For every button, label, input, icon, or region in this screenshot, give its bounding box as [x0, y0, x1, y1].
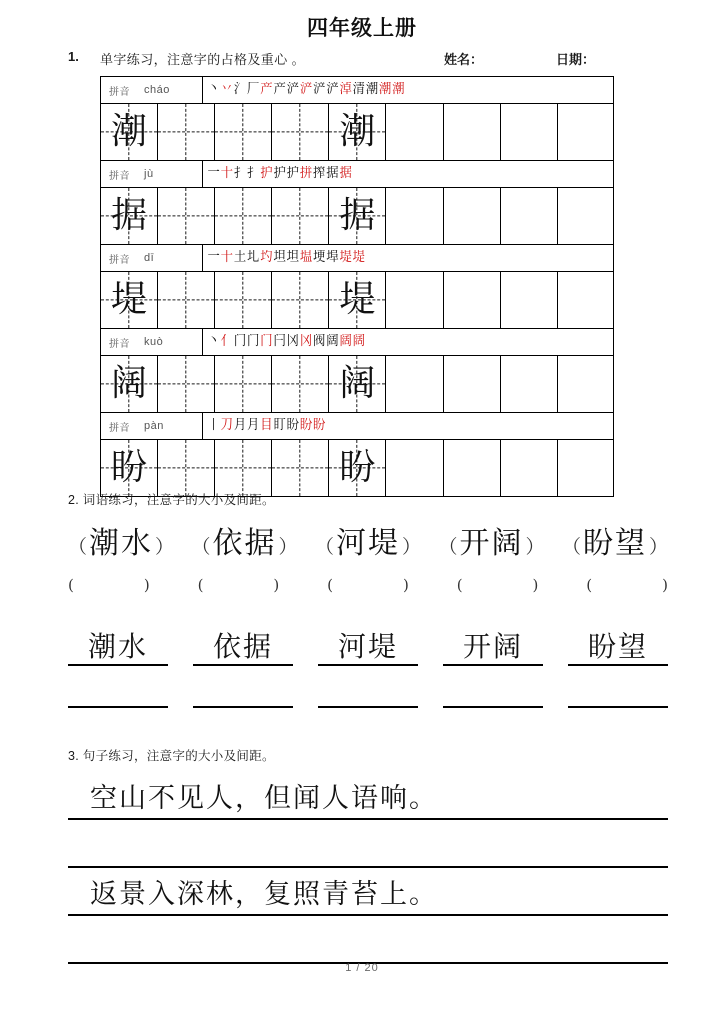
sentence-line — [68, 772, 668, 820]
pinyin-value: pàn — [144, 420, 164, 432]
close-paren: ） — [525, 536, 545, 558]
stroke-step-glyph: 氵 — [233, 81, 247, 96]
stroke-step-glyph: 阔 — [339, 333, 352, 348]
stroke-step-glyph: 一 — [207, 249, 220, 264]
stroke-step-glyph: 潮 — [392, 81, 405, 96]
stroke-step-glyph: 一 — [207, 165, 220, 180]
writing-cell[interactable] — [386, 356, 443, 412]
writing-cell[interactable] — [272, 104, 329, 160]
writing-cell[interactable] — [558, 104, 615, 160]
stroke-step-glyph: 护 — [273, 165, 286, 180]
stroke-step-glyph: 圠 — [247, 249, 260, 264]
stroke-step-glyph: 阔 — [352, 333, 365, 348]
pinyin-stroke-row — [101, 77, 613, 104]
stroke-step-glyph: 圴 — [260, 249, 273, 264]
close-paren: ） — [648, 536, 668, 558]
open-paren: （ — [314, 536, 334, 558]
stroke-step-glyph: 坦 — [273, 249, 286, 264]
writing-cell[interactable] — [329, 188, 386, 244]
close-paren: ） — [155, 536, 175, 558]
writing-grid-row — [101, 104, 613, 160]
stroke-step-glyph: 潮 — [365, 81, 379, 96]
stroke-step-glyph: 丷 — [220, 81, 233, 96]
stroke-step-glyph: 阔 — [326, 333, 339, 348]
stroke-step-glyph: 月 — [233, 417, 247, 432]
pinyin-cell — [101, 245, 203, 271]
writing-cell[interactable] — [329, 440, 386, 496]
stroke-step-glyph: 门 — [260, 333, 273, 348]
word-practice-item: 依据 — [193, 632, 293, 666]
close-paren: ) — [143, 576, 150, 594]
stroke-step-glyph: 护 — [286, 165, 299, 180]
stroke-step-glyph: 浐 — [326, 81, 339, 96]
word-answer-blank[interactable] — [68, 576, 150, 594]
stroke-step-glyph: 门 — [247, 333, 260, 348]
pinyin-value: kuò — [144, 336, 164, 348]
word-answer-blank[interactable] — [457, 576, 539, 594]
model-character: 盼 — [111, 447, 148, 488]
open-paren: ( — [586, 576, 593, 594]
stroke-order-sequence — [207, 334, 365, 351]
stroke-step-glyph: 冈 — [299, 333, 313, 348]
writing-cell[interactable] — [158, 440, 215, 496]
character-practice-block — [101, 413, 613, 496]
word-practice-item: 开阔 — [443, 632, 543, 666]
writing-cell[interactable] — [558, 356, 615, 412]
close-paren: ) — [273, 576, 280, 594]
writing-grid-row — [101, 272, 613, 328]
stroke-step-glyph: 盯 — [273, 417, 286, 432]
stroke-order-sequence — [207, 82, 405, 99]
stroke-step-glyph: 十 — [220, 249, 233, 264]
word-practice-blank-line[interactable] — [68, 704, 168, 708]
page-title: 四年级上册 — [307, 17, 417, 40]
writing-cell[interactable] — [158, 272, 215, 328]
writing-cell[interactable] — [272, 440, 329, 496]
model-character: 盼 — [339, 447, 376, 488]
word-blank-paren-row — [68, 572, 668, 598]
writing-cell[interactable] — [215, 440, 272, 496]
writing-cell[interactable] — [501, 272, 558, 328]
writing-grid-row — [101, 440, 613, 496]
open-paren: （ — [438, 536, 458, 558]
writing-cell[interactable] — [101, 272, 158, 328]
stroke-step-glyph: 据 — [326, 165, 339, 180]
pinyin-cell — [101, 329, 203, 355]
writing-cell[interactable] — [386, 440, 443, 496]
stroke-step-glyph: 阀 — [313, 333, 326, 348]
word-example — [191, 518, 297, 562]
stroke-step-glyph: 埂 — [313, 249, 326, 264]
pinyin-cell — [101, 413, 203, 439]
writing-cell[interactable] — [501, 440, 558, 496]
writing-cell[interactable] — [158, 356, 215, 412]
pinyin-stroke-row — [101, 245, 613, 272]
character-practice-block — [101, 245, 613, 329]
writing-cell[interactable] — [101, 356, 158, 412]
stroke-step-glyph: 清 — [352, 81, 365, 96]
open-paren: ( — [456, 576, 463, 594]
writing-cell[interactable] — [101, 188, 158, 244]
writing-cell[interactable] — [158, 104, 215, 160]
writing-cell[interactable] — [444, 440, 501, 496]
word-practice-blank-line[interactable] — [193, 704, 293, 708]
stroke-step-glyph: 盼 — [286, 417, 299, 432]
writing-cell[interactable] — [444, 356, 501, 412]
open-paren: ( — [68, 576, 74, 594]
character-practice-block — [101, 161, 613, 245]
sentence-line — [68, 868, 668, 916]
pinyin-tag-label: 拼音 — [109, 338, 130, 350]
stroke-step-glyph: 护 — [260, 165, 273, 180]
model-character: 潮 — [111, 111, 148, 152]
close-paren: ） — [401, 536, 421, 558]
stroke-order-sequence — [207, 418, 326, 435]
stroke-order-cell — [203, 77, 613, 103]
word-example — [315, 518, 421, 562]
stroke-step-glyph: 浐 — [299, 81, 313, 96]
writing-cell[interactable] — [444, 188, 501, 244]
model-character: 潮 — [339, 111, 376, 152]
writing-cell[interactable] — [329, 272, 386, 328]
word-text: 开阔 — [459, 526, 524, 561]
word-practice-row — [68, 616, 668, 666]
stroke-step-glyph: 闩 — [273, 333, 286, 348]
word-example — [562, 518, 668, 562]
open-paren: ( — [327, 576, 333, 594]
stroke-order-sequence — [207, 166, 352, 183]
character-practice-block — [101, 329, 613, 413]
section-1-number: 1. — [68, 49, 79, 64]
section-3-instruction: 3. 句子练习，注意字的大小及间距。 — [68, 749, 275, 763]
stroke-step-glyph: 目 — [260, 417, 273, 432]
sentence-text: 返景入深林，复照青苔上。 — [90, 879, 438, 910]
word-practice-blank-line[interactable] — [568, 704, 668, 708]
writing-cell[interactable] — [444, 272, 501, 328]
stroke-order-sequence — [207, 250, 365, 267]
open-paren: （ — [191, 536, 211, 558]
stroke-step-glyph: 盼 — [299, 417, 313, 432]
writing-cell[interactable] — [215, 188, 272, 244]
word-example — [68, 518, 174, 562]
stroke-step-glyph: 产 — [273, 81, 286, 96]
stroke-step-glyph: 浐 — [313, 81, 326, 96]
stroke-step-glyph: 土 — [233, 249, 247, 264]
word-answer-blank[interactable] — [586, 576, 668, 594]
writing-cell[interactable] — [501, 356, 558, 412]
word-text: 潮水 — [89, 526, 154, 561]
stroke-step-glyph: 刀 — [220, 417, 233, 432]
writing-cell[interactable] — [501, 188, 558, 244]
pinyin-value: jù — [144, 168, 154, 180]
writing-cell[interactable] — [272, 272, 329, 328]
open-paren: （ — [561, 536, 581, 558]
stroke-step-glyph: 亻 — [220, 333, 233, 348]
writing-cell[interactable] — [558, 440, 615, 496]
writing-cell[interactable] — [215, 104, 272, 160]
close-paren: ) — [402, 576, 409, 594]
character-practice-table — [100, 76, 614, 497]
open-paren: （ — [68, 536, 88, 558]
name-field-label: 姓名： — [444, 52, 484, 67]
close-paren: ) — [532, 576, 539, 594]
stroke-step-glyph: 据 — [339, 165, 352, 180]
writing-cell[interactable] — [558, 272, 615, 328]
writing-cell[interactable] — [444, 104, 501, 160]
stroke-order-cell — [203, 329, 613, 355]
date-field-label: 日期： — [556, 52, 596, 67]
writing-cell[interactable] — [101, 440, 158, 496]
writing-cell[interactable] — [215, 272, 272, 328]
stroke-step-glyph: 堤 — [352, 249, 365, 264]
pinyin-stroke-row — [101, 329, 613, 356]
sentence-practice-blank[interactable] — [68, 820, 668, 868]
stroke-step-glyph: 丶 — [207, 81, 220, 96]
stroke-step-glyph: 塭 — [299, 249, 313, 264]
pinyin-value: dī — [144, 252, 155, 264]
stroke-step-glyph: 丶 — [207, 333, 220, 348]
writing-grid-row — [101, 356, 613, 412]
section-2-instruction: 2. 词语练习，注意字的大小及间距。 — [68, 493, 275, 507]
writing-grid-row — [101, 188, 613, 244]
model-character: 堤 — [339, 279, 376, 320]
stroke-step-glyph: 坦 — [286, 249, 299, 264]
pinyin-tag-label: 拼音 — [109, 86, 130, 98]
stroke-step-glyph: 门 — [233, 333, 247, 348]
stroke-step-glyph: 扌 — [247, 165, 260, 180]
close-paren: ） — [278, 536, 298, 558]
writing-cell[interactable] — [101, 104, 158, 160]
writing-cell[interactable] — [215, 356, 272, 412]
writing-cell[interactable] — [329, 104, 386, 160]
stroke-step-glyph: 十 — [220, 165, 233, 180]
model-character: 阔 — [111, 363, 148, 404]
sentence-practice-blank[interactable] — [68, 916, 668, 964]
writing-cell[interactable] — [386, 104, 443, 160]
stroke-step-glyph: 搾 — [313, 165, 326, 180]
word-answer-blank[interactable] — [198, 576, 280, 594]
word-example — [438, 518, 544, 562]
stroke-step-glyph: 淖 — [339, 81, 352, 96]
word-blank-line-row — [68, 688, 668, 708]
word-answer-blank[interactable] — [327, 576, 409, 594]
stroke-step-glyph: 月 — [247, 417, 260, 432]
model-character: 阔 — [339, 363, 376, 404]
writing-cell[interactable] — [158, 188, 215, 244]
sentence-practice-block — [68, 772, 668, 964]
pinyin-tag-label: 拼音 — [109, 170, 130, 182]
model-character: 堤 — [111, 279, 148, 320]
word-text: 依据 — [212, 526, 277, 561]
pinyin-tag-label: 拼音 — [109, 422, 130, 434]
model-character: 据 — [339, 195, 376, 236]
writing-cell[interactable] — [386, 272, 443, 328]
stroke-step-glyph: 浐 — [286, 81, 299, 96]
section-1-header — [68, 48, 668, 68]
writing-cell[interactable] — [386, 188, 443, 244]
stroke-order-cell — [203, 413, 613, 439]
pinyin-tag-label: 拼音 — [109, 254, 130, 266]
sentence-text: 空山不见人，但闻人语响。 — [90, 783, 438, 814]
writing-cell[interactable] — [272, 356, 329, 412]
stroke-order-cell — [203, 161, 613, 187]
stroke-step-glyph: 盼 — [313, 417, 326, 432]
close-paren: ) — [662, 576, 668, 594]
stroke-step-glyph: 堤 — [339, 249, 352, 264]
word-practice-blank-line[interactable] — [443, 704, 543, 708]
writing-cell[interactable] — [558, 188, 615, 244]
word-practice-item: 盼望 — [568, 632, 668, 666]
word-practice-item: 潮水 — [68, 632, 168, 666]
pinyin-cell — [101, 161, 203, 187]
stroke-step-glyph: 厂 — [247, 81, 260, 96]
page-footer: 1 / 20 — [345, 962, 379, 974]
writing-cell[interactable] — [329, 356, 386, 412]
word-examples-row — [68, 512, 668, 568]
stroke-step-glyph: 扌 — [233, 165, 247, 180]
word-text: 盼望 — [582, 526, 647, 561]
stroke-step-glyph: 产 — [260, 81, 273, 96]
stroke-step-glyph: 拼 — [299, 165, 313, 180]
stroke-order-cell — [203, 245, 613, 271]
stroke-step-glyph: 丨 — [207, 417, 220, 432]
stroke-step-glyph: 冈 — [286, 333, 299, 348]
word-practice-item: 河堤 — [318, 632, 418, 666]
writing-cell[interactable] — [272, 188, 329, 244]
stroke-step-glyph: 埠 — [326, 249, 339, 264]
writing-cell[interactable] — [501, 104, 558, 160]
stroke-step-glyph: 潮 — [379, 81, 392, 96]
open-paren: ( — [197, 576, 204, 594]
character-practice-block — [101, 77, 613, 161]
pinyin-stroke-row — [101, 413, 613, 440]
pinyin-cell — [101, 77, 203, 103]
section-1-instruction: 单字练习，注意字的占格及重心 。 — [100, 52, 306, 67]
model-character: 据 — [111, 195, 148, 236]
pinyin-value: cháo — [144, 84, 170, 96]
word-text: 河堤 — [335, 526, 400, 561]
pinyin-stroke-row — [101, 161, 613, 188]
word-practice-blank-line[interactable] — [318, 704, 418, 708]
